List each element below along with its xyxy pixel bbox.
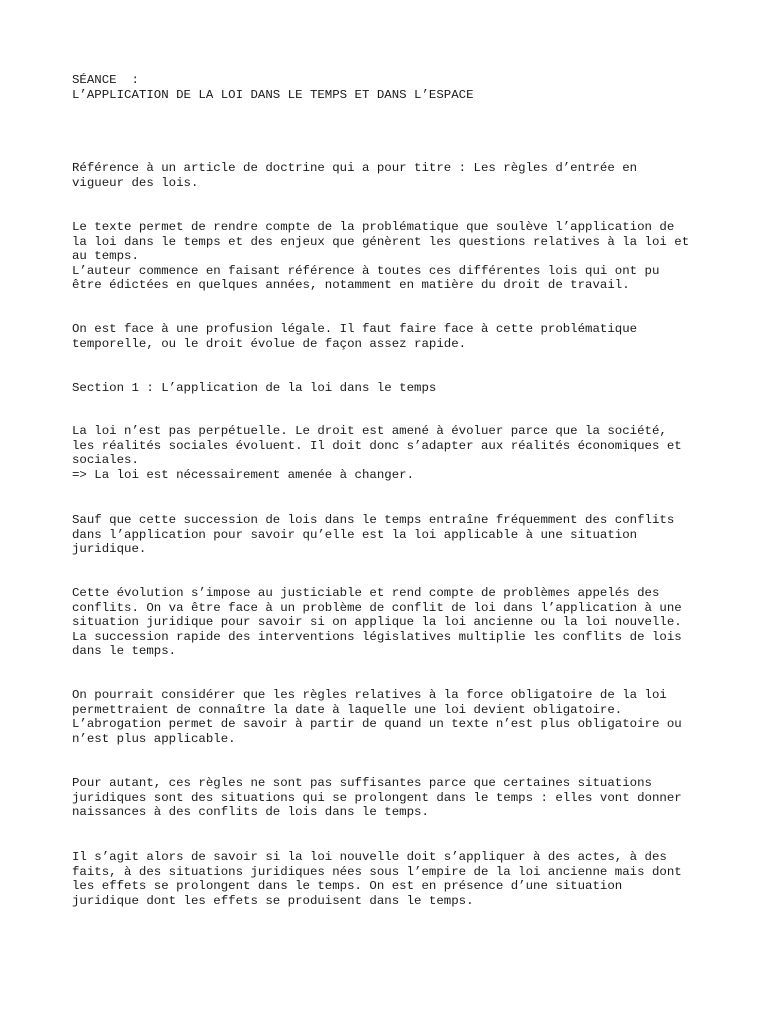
paragraph-succession: Sauf que cette succession de lois dans le temps entraîne fréquemment des conflits dans l’application pour savoir qu’elle est la loi applicable à une situation juridique. (72, 513, 675, 557)
session-heading: SÉANCE : (72, 73, 139, 87)
section-heading: Section 1 : L’application de la loi dans le temps (72, 381, 437, 395)
document-title: L’APPLICATION DE LA LOI DANS LE TEMPS ET DANS L’ESPACE (72, 88, 474, 102)
paragraph-profusion: On est face à une profusion légale. Il faut faire face à cette problématique temporelle, ou le droit évolue de façon assez rapide. (72, 322, 638, 351)
paragraph-pour-autant: Pour autant, ces règles ne sont pas suffisantes parce que certaines situations juridiques sont des situations qui se prolongent dans le temps : elles vont donner naissances à des conflits de lois dans le temps. (72, 776, 682, 820)
paragraph-force-obligatoire: On pourrait considérer que les règles relatives à la force obligatoire de la loi permettraient de connaître la date à laquelle une loi devient obligatoire. L’abrogation permet de savoir à partir de quand un texte n’est plus obligatoire ou n’est plus applicable. (72, 688, 682, 746)
paragraph-perpetuelle: La loi n’est pas perpétuelle. Le droit est amené à évoluer parce que la société, les réalités sociales évoluent. Il doit donc s’adapter aux réalités économiques et sociales. => La loi est nécessairement amenée à changer. (72, 424, 682, 482)
paragraph-problematique: Le texte permet de rendre compte de la problématique que soulève l’application de la loi dans le temps et des enjeux que génèrent les questions relatives à la loi et au temps. L’auteur commence en faisant référence à toutes ces différentes lois qui ont pu être édictées en quelques années, notamment en matière du droit de travail. (72, 220, 690, 293)
paragraph-loi-nouvelle: Il s’agit alors de savoir si la loi nouvelle doit s’appliquer à des actes, à des faits, à des situations juridiques nées sous l’empire de la loi ancienne mais dont les effets se prolongent dans le temps. On est en présence d’une situation juridique dont les effets se produisent dans le temps. (72, 850, 682, 908)
paragraph-reference: Référence à un article de doctrine qui a pour titre : Les règles d’entrée en vigueur des lois. (72, 161, 638, 190)
paragraph-evolution: Cette évolution s’impose au justiciable et rend compte de problèmes appelés des conflits. On va être face à un problème de conflit de loi dans l’application à une situation juridique pour savoir si on applique la loi ancienne ou la loi nouvelle. La succession rapide des interventions législatives multiplie les conflits de lois dans le temps. (72, 586, 682, 659)
